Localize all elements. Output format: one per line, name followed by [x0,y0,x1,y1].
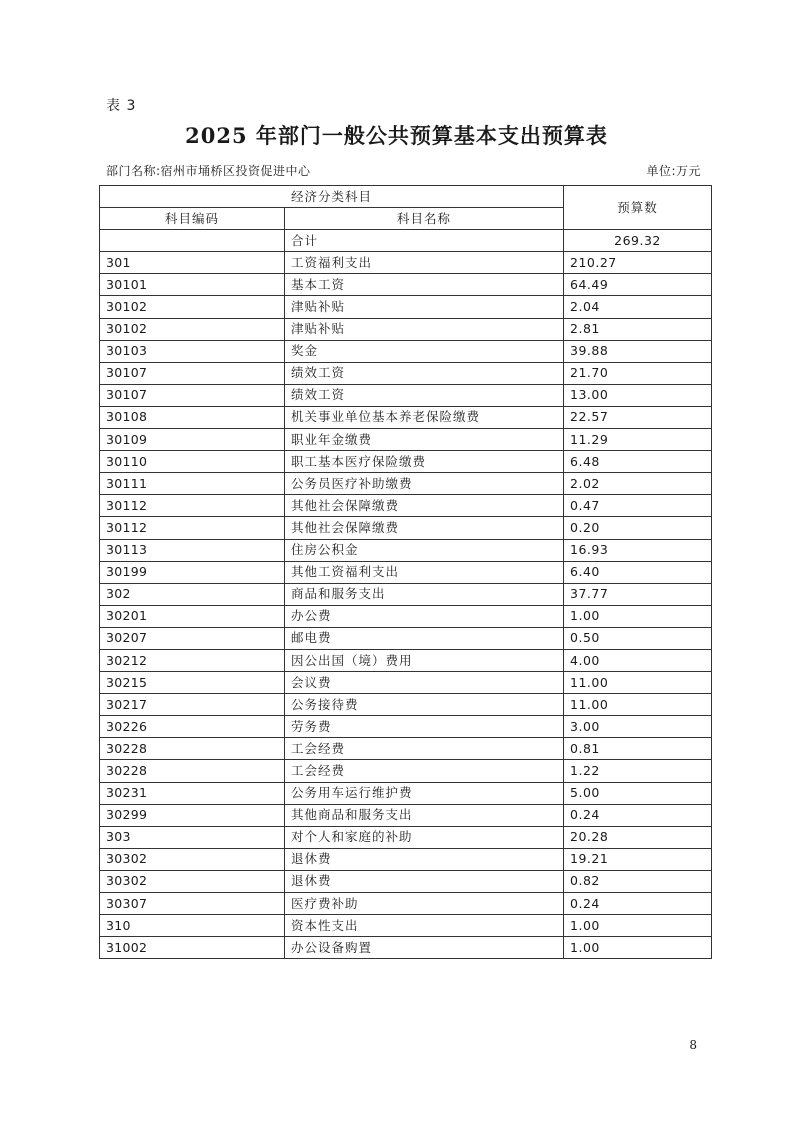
subject-code-cell: 303 [100,826,285,848]
budget-amount-cell: 64.49 [564,274,712,296]
page-title: 2025 年部门一般公共预算基本支出预算表 [185,123,608,148]
subject-name-cell: 商品和服务支出 [285,583,564,605]
table-row [100,274,712,296]
subject-name-cell: 其他社会保障缴费 [285,517,564,539]
subject-name-cell: 因公出国（境）费用 [285,649,564,671]
subject-name-cell: 办公设备购置 [285,937,564,959]
unit-label: 单位:万元 [646,164,701,178]
budget-amount-cell: 3.00 [564,716,712,738]
subject-name-cell: 工会经费 [285,738,564,760]
budget-amount-cell: 13.00 [564,384,712,406]
subject-code-cell: 30212 [100,649,285,671]
budget-amount-cell: 0.20 [564,517,712,539]
budget-amount-cell: 4.00 [564,649,712,671]
subject-code-cell: 30207 [100,627,285,649]
subject-code-cell: 30215 [100,672,285,694]
subject-code-cell: 30112 [100,517,285,539]
subject-code-cell: 30299 [100,804,285,826]
subject-name-cell: 邮电费 [285,627,564,649]
table-row [100,738,712,760]
table-row [100,870,712,892]
table-row [100,915,712,937]
table-header [100,186,712,230]
subject-name-cell: 会议费 [285,672,564,694]
subject-code-cell: 30102 [100,296,285,318]
header-row-group [100,186,712,208]
table-row [100,362,712,384]
table-row [100,649,712,671]
subject-name-cell: 退休费 [285,870,564,892]
economic-classification-header: 经济分类科目 [100,186,564,208]
subject-name-cell: 津贴补贴 [285,318,564,340]
budget-amount-cell: 0.81 [564,738,712,760]
subject-code-cell: 30302 [100,870,285,892]
budget-amount-cell: 0.50 [564,627,712,649]
subject-name-cell: 其他工资福利支出 [285,561,564,583]
subject-name-cell: 机关事业单位基本养老保险缴费 [285,406,564,428]
total-code-cell [100,230,285,252]
table-row [100,340,712,362]
subject-code-cell: 30107 [100,384,285,406]
table-row [100,517,712,539]
table-row [100,252,712,274]
department-name: 部门名称:宿州市埇桥区投资促进中心 [106,164,311,178]
subject-code-cell: 30109 [100,429,285,451]
budget-amount-cell: 0.47 [564,495,712,517]
budget-amount-cell: 16.93 [564,539,712,561]
subject-name-header: 科目名称 [285,208,564,230]
subject-name-cell: 对个人和家庭的补助 [285,826,564,848]
subject-code-cell: 30226 [100,716,285,738]
budget-amount-cell: 11.00 [564,672,712,694]
table-row [100,296,712,318]
budget-amount-cell: 2.04 [564,296,712,318]
subject-code-cell: 30111 [100,473,285,495]
subject-name-cell: 职业年金缴费 [285,429,564,451]
subject-code-cell: 30217 [100,694,285,716]
budget-amount-cell: 19.21 [564,848,712,870]
budget-amount-cell: 1.00 [564,915,712,937]
budget-amount-cell: 2.81 [564,318,712,340]
subject-name-cell: 住房公积金 [285,539,564,561]
subject-name-cell: 职工基本医疗保险缴费 [285,451,564,473]
subject-name-cell: 退休费 [285,848,564,870]
table-row [100,539,712,561]
subject-code-cell: 30107 [100,362,285,384]
table-row [100,694,712,716]
subject-code-cell: 30103 [100,340,285,362]
subject-name-cell: 津贴补贴 [285,296,564,318]
budget-amount-cell: 5.00 [564,782,712,804]
table-row [100,605,712,627]
subject-name-cell: 公务用车运行维护费 [285,782,564,804]
subject-code-cell: 30307 [100,893,285,915]
budget-amount-cell: 0.24 [564,804,712,826]
budget-amount-cell: 6.40 [564,561,712,583]
table-row [100,429,712,451]
budget-amount-cell: 1.00 [564,937,712,959]
subject-code-cell: 30110 [100,451,285,473]
table-row [100,716,712,738]
budget-amount-cell: 6.48 [564,451,712,473]
subject-code-cell: 30231 [100,782,285,804]
table-row [100,583,712,605]
subject-code-cell: 30201 [100,605,285,627]
table-row [100,561,712,583]
subject-code-cell: 30228 [100,738,285,760]
table-row [100,937,712,959]
budget-amount-cell: 0.82 [564,870,712,892]
subject-name-cell: 基本工资 [285,274,564,296]
subject-code-cell: 31002 [100,937,285,959]
subject-name-cell: 工资福利支出 [285,252,564,274]
budget-amount-cell: 11.29 [564,429,712,451]
total-value: 269.32 [564,230,712,252]
subject-name-cell: 公务员医疗补助缴费 [285,473,564,495]
budget-amount-cell: 39.88 [564,340,712,362]
total-row [100,230,712,252]
budget-amount-cell: 22.57 [564,406,712,428]
subject-name-cell: 办公费 [285,605,564,627]
subject-code-cell: 30112 [100,495,285,517]
subject-name-cell: 其他商品和服务支出 [285,804,564,826]
budget-amount-cell: 20.28 [564,826,712,848]
subject-name-cell: 工会经费 [285,760,564,782]
table-row [100,826,712,848]
budget-amount-cell: 2.02 [564,473,712,495]
table-row [100,804,712,826]
total-label: 合计 [285,230,564,252]
table-row [100,406,712,428]
table-row [100,672,712,694]
subject-name-cell: 医疗费补助 [285,893,564,915]
subject-name-cell: 奖金 [285,340,564,362]
table-row [100,760,712,782]
table-row [100,473,712,495]
budget-amount-cell: 11.00 [564,694,712,716]
subject-code-cell: 301 [100,252,285,274]
budget-amount-cell: 37.77 [564,583,712,605]
budget-amount-cell: 210.27 [564,252,712,274]
budget-table [99,185,712,959]
budget-amount-cell: 1.22 [564,760,712,782]
subject-code-cell: 30199 [100,561,285,583]
table-row [100,782,712,804]
table-row [100,384,712,406]
budget-amount-header: 预算数 [564,186,712,230]
subject-name-cell: 其他社会保障缴费 [285,495,564,517]
budget-amount-cell: 1.00 [564,605,712,627]
table-row [100,627,712,649]
subject-name-cell: 劳务费 [285,716,564,738]
subject-code-cell: 30108 [100,406,285,428]
table-row [100,848,712,870]
subject-name-cell: 资本性支出 [285,915,564,937]
subject-name-cell: 公务接待费 [285,694,564,716]
subject-code-cell: 30101 [100,274,285,296]
page-number: 8 [689,1038,697,1052]
subject-code-cell: 30302 [100,848,285,870]
table-row [100,318,712,340]
subject-code-cell: 30113 [100,539,285,561]
subject-name-cell: 绩效工资 [285,384,564,406]
subject-name-cell: 绩效工资 [285,362,564,384]
table-body [100,230,712,959]
subject-code-cell: 310 [100,915,285,937]
table-label: 表 3 [106,98,137,114]
subject-code-cell: 302 [100,583,285,605]
subject-code-cell: 30102 [100,318,285,340]
table-row [100,451,712,473]
subject-code-header: 科目编码 [100,208,285,230]
budget-amount-cell: 0.24 [564,893,712,915]
subject-code-cell: 30228 [100,760,285,782]
table-row [100,495,712,517]
budget-amount-cell: 21.70 [564,362,712,384]
table-row [100,893,712,915]
